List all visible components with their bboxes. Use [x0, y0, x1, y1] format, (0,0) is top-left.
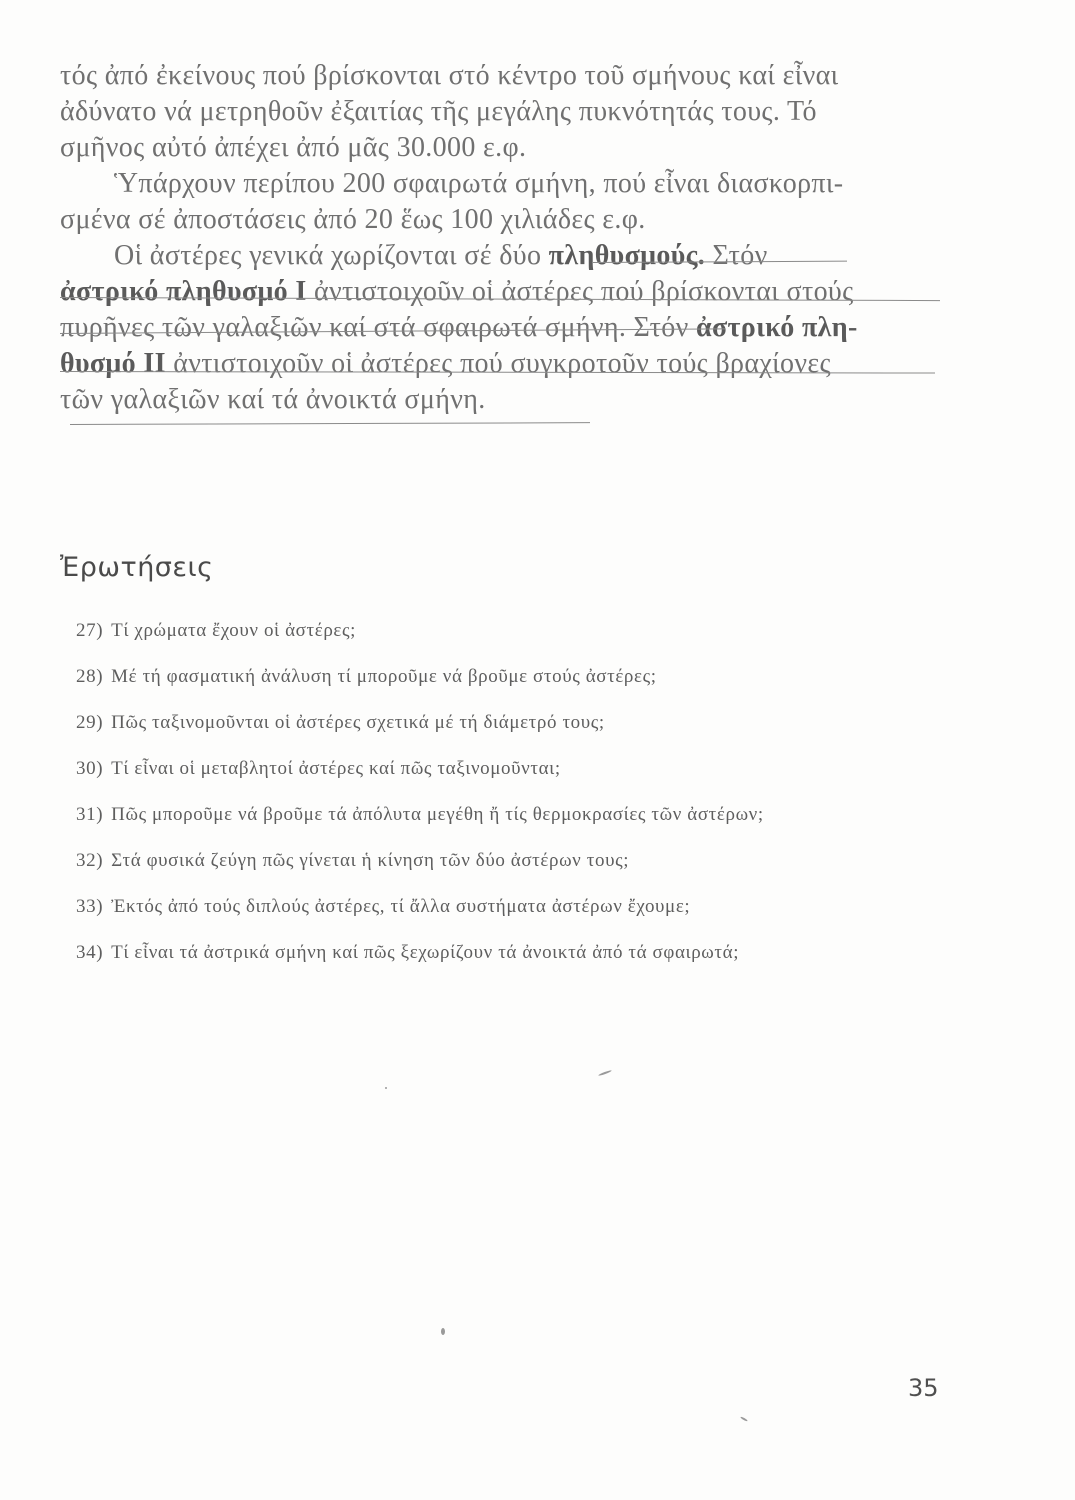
pen-underline — [70, 422, 590, 425]
body-line-9-tail: ἀντιστοιχοῦν οἱ ἀστέρες πού συγκροτοῦν τούς βραχίονες — [165, 348, 831, 379]
body-line-2: ἀδύνατο νά μετρηθοῦν ἐξαιτίας τῆς μεγάλης πυκνότητάς τους. Τό — [60, 96, 817, 127]
question-number: 30) — [76, 758, 104, 779]
question-text: Τί εἶναι τά ἀστρικά σμήνη καί πῶς ξεχωρίζουν τά ἀνοικτά ἀπό τά σφαιρωτά; — [111, 942, 740, 963]
body-line-8-text: πυρῆνες τῶν γαλαξιῶν καί στά σφαιρωτά σμήνη. Στόν — [60, 312, 689, 343]
question-item — [76, 620, 976, 666]
scan-speck — [598, 1070, 612, 1077]
scan-speck — [740, 1416, 748, 1422]
question-item — [76, 850, 976, 896]
question-number: 29) — [76, 712, 104, 733]
body-line-7 — [60, 274, 960, 310]
question-item — [76, 942, 976, 988]
question-item — [76, 758, 976, 804]
body-line-3: σμῆνος αὐτό ἀπέχει ἀπό μᾶς 30.000 ε.φ. — [60, 132, 527, 163]
question-item — [76, 804, 976, 850]
question-text: Μέ τή φασματική ἀνάλυση τί μποροῦμε νά βροῦμε στούς ἀστέρες; — [111, 666, 657, 687]
body-line-1: τός ἀπό ἐκείνους πού βρίσκονται στό κέντρο τοῦ σμήνους καί εἶναι — [60, 60, 839, 91]
body-line-8 — [60, 310, 960, 346]
question-text: Πῶς μποροῦμε νά βροῦμε τά ἀπόλυτα μεγέθη ἤ τίς θερμοκρασίες τῶν ἀστέρων; — [111, 804, 764, 825]
body-line-6-tail: Στόν — [705, 240, 768, 271]
body-line-4: Ὑπάρχουν περίπου 200 σφαιρωτά σμήνη, πού εἶναι διασκορπι- — [114, 168, 844, 199]
question-text: Ἐκτός ἀπό τούς διπλούς ἀστέρες, τί ἄλλα συστήματα ἀστέρων ἔχουμε; — [111, 896, 691, 917]
question-text: Πῶς ταξινομοῦνται οἱ ἀστέρες σχετικά μέ τή διάμετρό τους; — [111, 712, 605, 733]
page-number: 35 — [908, 1374, 939, 1402]
body-text — [60, 58, 960, 418]
bold-term-population-1: ἀστρικό πληθυσμό Ι — [60, 276, 307, 307]
question-text: Τί χρώματα ἔχουν οἱ ἀστέρες; — [111, 620, 356, 641]
body-line-6 — [60, 238, 960, 274]
body-line-7-tail: ἀντιστοιχοῦν οἱ ἀστέρες πού βρίσκονται στούς — [306, 276, 854, 307]
question-number: 28) — [76, 666, 104, 687]
question-number: 33) — [76, 896, 104, 917]
question-number: 27) — [76, 620, 104, 641]
body-line-5: σμένα σέ ἀποστάσεις ἀπό 20 ἕως 100 χιλιάδες ε.φ. — [60, 204, 646, 235]
question-number: 31) — [76, 804, 104, 825]
question-number: 34) — [76, 942, 104, 963]
questions-list — [76, 620, 976, 988]
bold-term-populations: πληθυσμούς. — [548, 240, 706, 271]
question-item — [76, 666, 976, 712]
question-number: 32) — [76, 850, 104, 871]
body-line-10: τῶν γαλαξιῶν καί τά ἀνοικτά σμήνη. — [60, 384, 486, 415]
question-text: Στά φυσικά ζεύγη πῶς γίνεται ἡ κίνηση τῶν δύο ἀστέρων τους; — [111, 850, 630, 871]
scan-speck — [385, 1087, 387, 1089]
bold-term-population-2-start: ἀστρικό πλη- — [695, 312, 858, 343]
question-text: Τί εἶναι οἱ μεταβλητοί ἀστέρες καί πῶς ταξινομοῦνται; — [111, 758, 561, 779]
body-line-9 — [60, 346, 960, 382]
questions-heading: Ἐρωτήσεις — [60, 552, 214, 583]
bold-term-population-2-end: θυσμό ΙΙ — [60, 348, 166, 379]
question-item — [76, 896, 976, 942]
body-line-6-text: Οἱ ἀστέρες γενικά χωρίζονται σέ δύο — [114, 240, 542, 271]
question-item — [76, 712, 976, 758]
scan-speck — [441, 1328, 445, 1335]
